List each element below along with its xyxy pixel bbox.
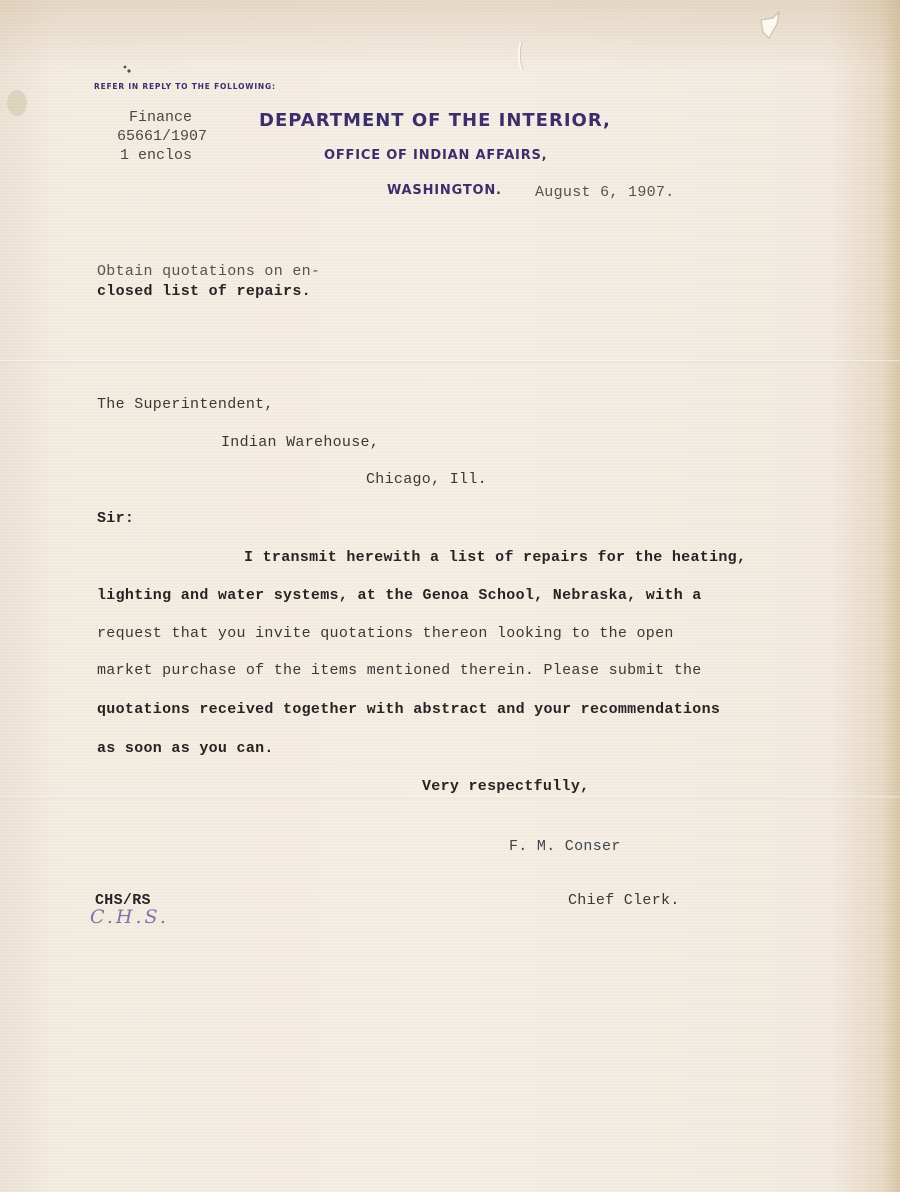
addressee-organization: Indian Warehouse, <box>221 434 380 451</box>
subject-line: Obtain quotations on en- <box>97 263 321 280</box>
closing: Very respectfully, <box>422 778 590 795</box>
paper-tear-mark <box>755 10 785 44</box>
ink-speck-mark <box>120 62 136 78</box>
signer-title: Chief Clerk. <box>568 892 680 909</box>
subject-line: closed list of repairs. <box>97 283 311 300</box>
reference-number: 65661/1907 <box>117 128 208 145</box>
body-line: request that you invite quotations thereon looking to the open <box>97 625 674 642</box>
addressee-title: The Superintendent, <box>97 396 274 413</box>
paper-stain-mark <box>5 88 31 118</box>
paper-fold <box>0 796 900 799</box>
office-heading: OFFICE OF INDIAN AFFAIRS, <box>324 148 548 163</box>
typist-initials: CHS/RS <box>95 892 151 909</box>
reference-division: Finance <box>129 109 193 126</box>
body-line: I transmit herewith a list of repairs for the heating, <box>244 549 747 566</box>
reference-block <box>117 108 207 165</box>
letter-date: August 6, 1907. <box>535 184 675 201</box>
subject-block <box>97 262 320 302</box>
body-line: quotations received together with abstract and your recommendations <box>97 701 721 718</box>
body-line: market purchase of the items mentioned therein. Please submit the <box>97 662 702 679</box>
addressee-location: Chicago, Ill. <box>366 471 487 488</box>
handwritten-initials: C.H.S. <box>90 906 169 928</box>
reference-enclosures: 1 enclos <box>120 147 193 164</box>
paper-fold <box>0 360 900 363</box>
refer-reply-line: REFER IN REPLY TO THE FOLLOWING: <box>94 82 276 91</box>
signer-name: F. M. Conser <box>509 838 621 855</box>
paper-crease-mark <box>515 40 527 74</box>
body-line: as soon as you can. <box>97 740 274 757</box>
city-heading: WASHINGTON. <box>387 183 502 198</box>
salutation: Sir: <box>97 510 135 527</box>
department-heading: DEPARTMENT OF THE INTERIOR, <box>259 110 611 131</box>
body-line: lighting and water systems, at the Genoa School, Nebraska, with a <box>97 587 702 604</box>
